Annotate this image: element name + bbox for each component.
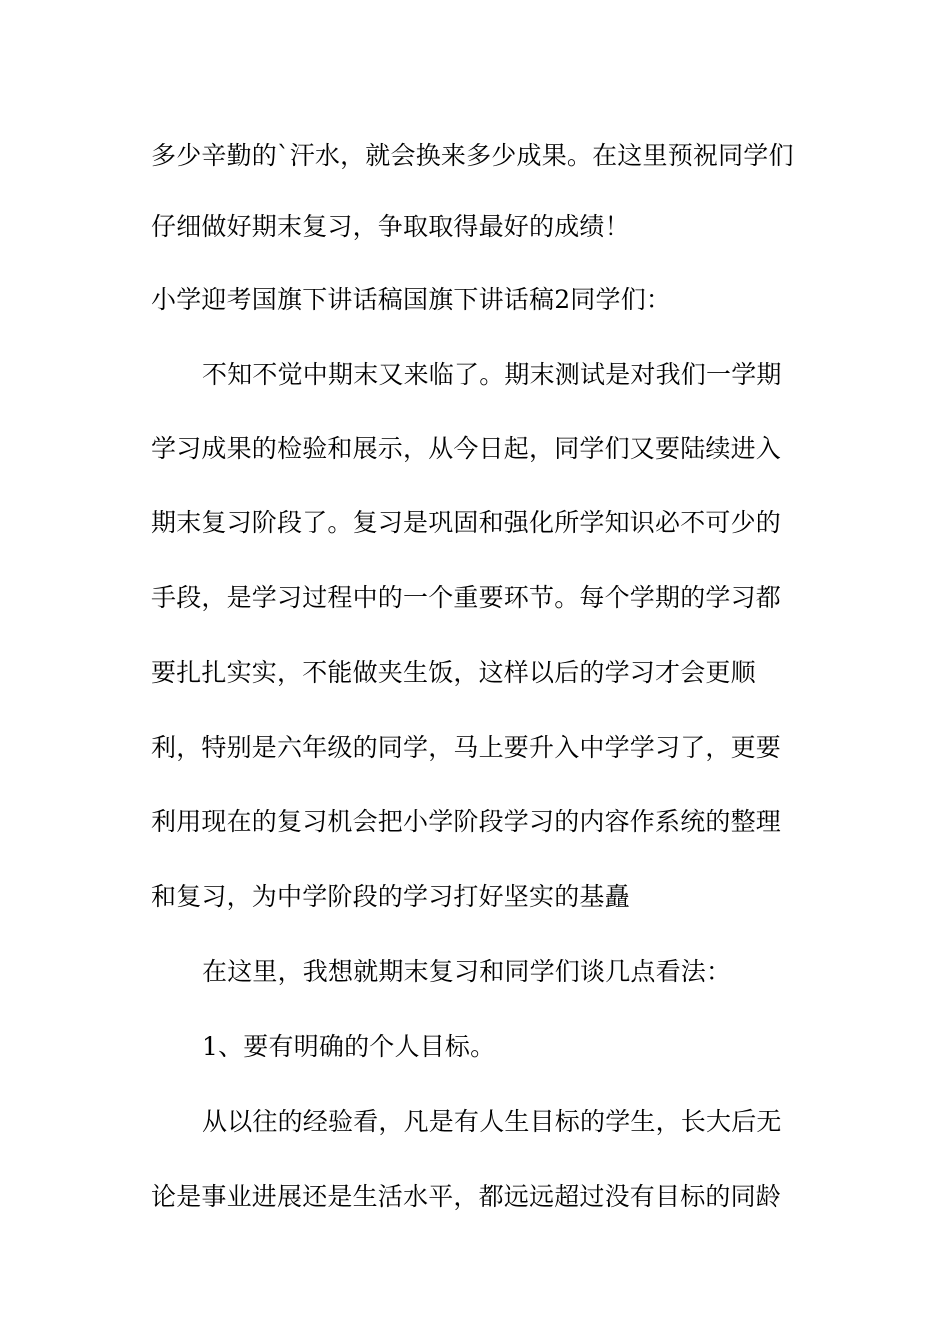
text-line-2: 仔细做好期末复习，争取取得最好的成绩！ <box>151 212 630 241</box>
text-line-9: 利，特别是六年级的同学，马上要升入中学学习了，更要 <box>151 733 782 762</box>
text-line-10: 利用现在的复习机会把小学阶段学习的内容作系统的整理 <box>151 807 782 836</box>
text-line-5: 学习成果的检验和展示，从今日起，同学们又要陆续进入 <box>151 434 782 463</box>
list-item-1: 1、要有明确的个人目标。 <box>202 1032 496 1061</box>
paragraph-start-line: 不知不觉中期末又来临了。期末测试是对我们一学期 <box>202 360 782 389</box>
text-line-7: 手段，是学习过程中的一个重要环节。每个学期的学习都 <box>151 583 782 612</box>
text-line-15: 论是事业进展还是生活水平，都远远超过没有目标的同龄 <box>151 1182 782 1211</box>
text-line-6: 期末复习阶段了。复习是巩固和强化所学知识必不可少的 <box>151 508 782 537</box>
text-line-3: 小学迎考国旗下讲话稿国旗下讲话稿2同学们： <box>151 285 672 314</box>
text-line-8: 要扎扎实实，不能做夹生饭，这样以后的学习才会更顺 <box>151 658 756 687</box>
text-line-1: 多少辛勤的`汗水，就会换来多少成果。在这里预祝同学们 <box>151 141 794 170</box>
paragraph-line-12: 在这里，我想就期末复习和同学们谈几点看法： <box>202 957 732 986</box>
paragraph-line-14: 从以往的经验看，凡是有人生目标的学生，长大后无 <box>202 1107 782 1136</box>
text-line-11: 和复习，为中学阶段的学习打好坚实的基矗 <box>151 882 630 911</box>
